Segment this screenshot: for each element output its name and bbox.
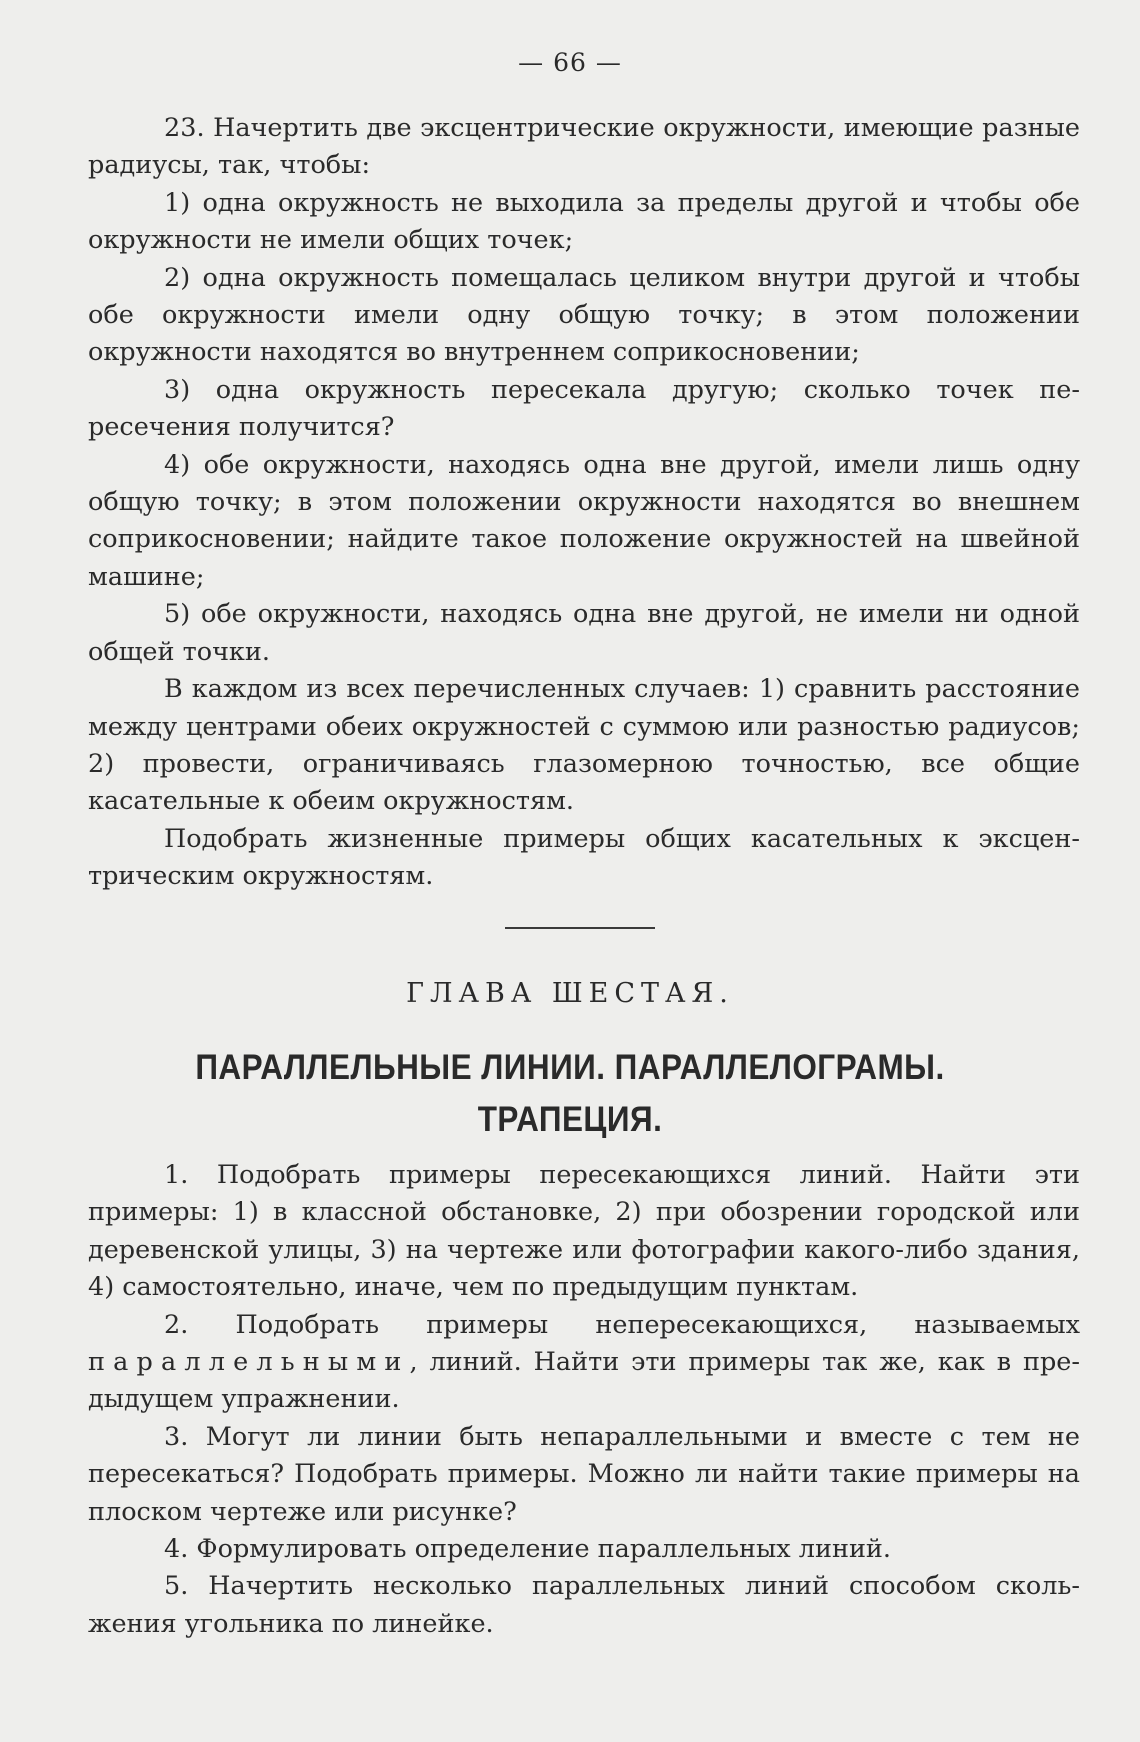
section-divider	[505, 927, 655, 929]
chapter-title-line-1: ПАРАЛЛЕЛЬНЫЕ ЛИНИИ. ПАРАЛЛЕЛОГРАМЫ.	[195, 1048, 945, 1087]
exercise-23-case-4: 4) обе окружности, находясь одна вне другой, имели лишь одну общую точку; в этом положении окружности находятся во внешнем соприкосновении; найдите такое положение окружностей на швейной машине;	[88, 449, 1080, 592]
exercise-1: 1. Подобрать примеры пересекающихся линий. Найти эти примеры: 1) в классной обстановке, 2) при обозрении городской или деревенской улицы, 3) на чертеже или фотографии какого-либо здания, 4) самостоятельно, иначе, чем по предыдущим пунктам.	[88, 1160, 1080, 1303]
exercise-2-text-start: 2. Подобрать примеры непересекающихся, называемых	[164, 1309, 1080, 1340]
exercise-23-case-5: 5) обе окружности, находясь одна вне другой, не имели ни одной общей точки.	[88, 599, 1080, 667]
exercise-23-case-2: 2) одна окружность помещалась целиком внутри другой и чтобы обе окружности имели одну общую точку; в этом положении окружности находятся во внутреннем соприкосновении;	[88, 262, 1080, 368]
exercise-23-block	[88, 110, 1080, 896]
exercise-23-intro: 23. Начертить две эксцентрические окружности, имеющие разные радиусы, так, чтобы:	[88, 113, 1080, 181]
exercise-4: 4. Формулировать определение параллельных линий.	[164, 1534, 892, 1565]
chapter-exercises	[88, 1157, 1080, 1643]
page-number: — 66 —	[518, 48, 622, 77]
exercise-2-text-end: , линий. Найти эти примеры так же, как в предыдущем упражнении.	[88, 1347, 1080, 1415]
exercise-23-instructions: В каждом из всех перечисленных случаев: 1) сравнить расстояние между центрами обеих окружностей с суммою или разностью радиусов; 2) провести, ограничиваясь глазомерною точностью, все общие касательные к обеим окружностям.	[88, 674, 1080, 817]
exercise-23-case-1: 1) одна окружность не выходила за пределы другой и чтобы обе окружности не имели общих точек;	[88, 187, 1080, 256]
exercise-5: 5. Начертить несколько параллельных линий способом скольжения угольника по линейке.	[88, 1571, 1080, 1639]
chapter-title	[57, 1042, 1083, 1146]
chapter-title-line-2: ТРАПЕЦИЯ.	[477, 1100, 663, 1139]
exercise-23-case-3: 3) одна окружность пересекала другую; сколько точек пересечения получится?	[88, 374, 1080, 443]
exercise-23-examples: Подобрать жизненные примеры общих касательных к эксцентрическим окружностям.	[88, 823, 1080, 892]
exercise-2	[88, 1307, 1080, 1419]
exercise-2-spaced-term: параллельными	[88, 1347, 410, 1378]
chapter-label: ГЛАВА ШЕСТАЯ.	[406, 978, 734, 1009]
exercise-3: 3. Могут ли линии быть непараллельными и вместе с тем не пересекаться? Подобрать примеры. Можно ли найти такие примеры на плоском чертеже или рисунке?	[88, 1421, 1080, 1527]
